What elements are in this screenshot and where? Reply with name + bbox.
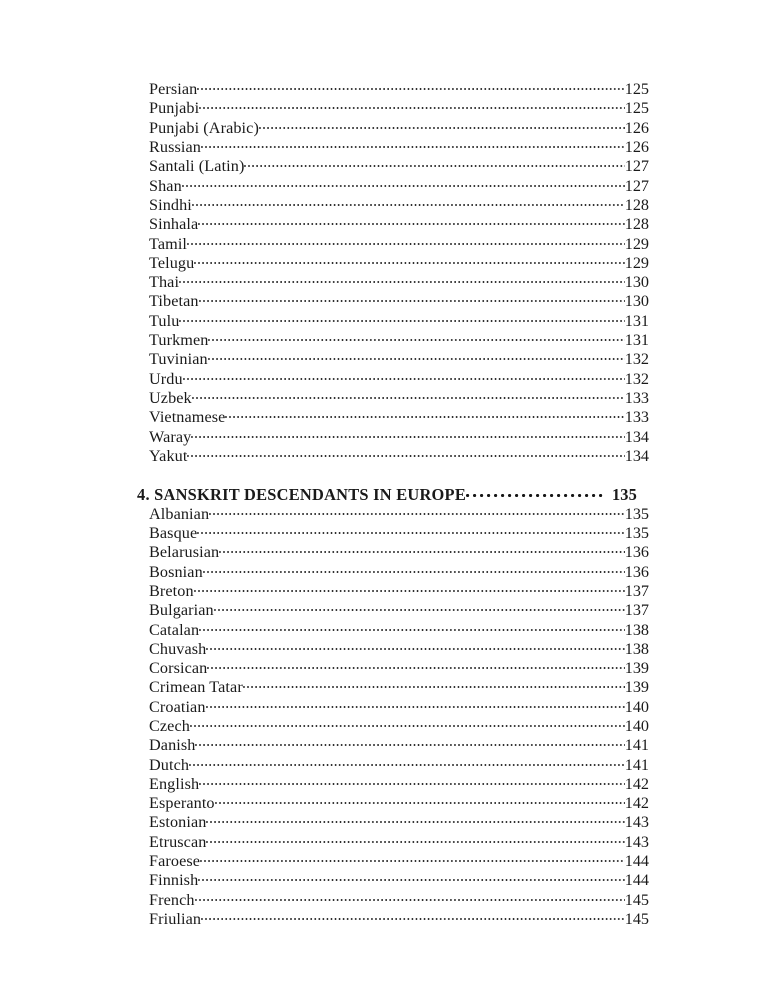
dot-leader [199, 618, 625, 634]
toc-entry-page-number: 135 [624, 504, 649, 523]
dot-leader [179, 310, 624, 326]
toc-entry-label: Tibetan [149, 292, 199, 311]
toc-entry-line[interactable] [137, 580, 649, 599]
dot-leader [194, 252, 624, 268]
toc-entry-line[interactable] [137, 174, 649, 193]
toc-entry-label: Dutch [149, 755, 190, 774]
toc-entry-label: Russian [149, 138, 201, 157]
toc-entry-label: Crimean Tatar [149, 678, 243, 697]
toc-entry-label: French [149, 890, 195, 909]
toc-entry-page-number: 136 [624, 543, 649, 562]
toc-entry-line[interactable] [137, 271, 649, 290]
toc-entry-line[interactable] [137, 348, 649, 367]
toc-entry-line[interactable] [137, 908, 649, 927]
dot-leader [192, 194, 625, 210]
toc-entry-label: Catalan [149, 620, 200, 639]
dot-leader [187, 232, 625, 248]
toc-entry-label: Belarusian [149, 543, 220, 562]
toc-entry-label: Turkmen [149, 331, 209, 350]
toc-entry-page-number: 139 [624, 678, 649, 697]
toc-entry-page-number: 125 [624, 80, 649, 99]
toc-entry-label: Shan [149, 176, 182, 195]
toc-entry-label: Santali (Latin) [149, 157, 245, 176]
toc-entry-label: Danish [149, 736, 196, 755]
toc-entry-page-number: 142 [624, 774, 649, 793]
toc-entry-page-number: 130 [624, 273, 649, 292]
dot-leader [198, 213, 624, 229]
toc-entry-line[interactable] [137, 78, 649, 97]
toc-entry-page-number: 126 [624, 118, 649, 137]
toc-entry-page-number: 137 [624, 581, 649, 600]
toc-entry-line[interactable] [137, 155, 649, 174]
toc-entry-line[interactable] [137, 445, 649, 464]
toc-entry-list [137, 78, 649, 928]
toc-entry-page-number: 130 [624, 292, 649, 311]
toc-entry-page-number: 144 [624, 871, 649, 890]
toc-entry-page-number: 145 [624, 909, 649, 928]
toc-entry-label: Yakut [149, 446, 188, 465]
toc-entry-line[interactable] [137, 232, 649, 251]
toc-entry-page-number: 141 [624, 736, 649, 755]
toc-entry-label: Albanian [149, 504, 210, 523]
toc-entry-line[interactable] [137, 753, 649, 772]
toc-entry-label: Persian [149, 80, 198, 99]
toc-entry-label: English [149, 774, 200, 793]
dot-leader [206, 831, 624, 847]
dot-leader [206, 638, 624, 654]
toc-entry-label: Bulgarian [149, 601, 214, 620]
dot-leader [201, 908, 625, 924]
toc-entry-line[interactable] [137, 310, 649, 329]
toc-entry-label: Telugu [149, 253, 195, 272]
toc-entry-page-number: 144 [624, 852, 649, 871]
toc-entry-label: Punjabi (Arabic) [149, 118, 259, 137]
toc-entry-line[interactable] [137, 831, 649, 850]
toc-entry-line[interactable] [137, 194, 649, 213]
toc-entry-page-number: 128 [624, 215, 649, 234]
toc-entry-label: Bosnian [149, 562, 203, 581]
toc-entry-line[interactable] [137, 136, 649, 155]
dot-leader [179, 271, 625, 287]
toc-entry-page-number: 136 [624, 562, 649, 581]
toc-entry-line[interactable] [137, 290, 649, 309]
dot-leader [199, 290, 625, 306]
toc-chapter-label: 4. SANSKRIT DESCENDANTS IN EUROPE [137, 484, 467, 504]
dot-leader [215, 792, 625, 808]
toc-entry-line[interactable] [137, 387, 649, 406]
dot-leader [208, 329, 624, 345]
toc-entry-page-number: 139 [624, 659, 649, 678]
toc-entry-page-number: 138 [624, 620, 649, 639]
dot-leader [219, 541, 624, 557]
dot-leader [208, 348, 625, 364]
dot-leader [206, 696, 625, 712]
toc-entry-line[interactable] [137, 367, 649, 386]
toc-chapter-page-number: 135 [611, 484, 637, 504]
dot-leader [187, 445, 624, 461]
toc-entry-page-number: 127 [624, 157, 649, 176]
toc-entry-label: Finnish [149, 871, 199, 890]
toc-entry-line[interactable] [137, 811, 649, 830]
dot-leader [201, 136, 625, 152]
dot-leader [189, 753, 625, 769]
toc-entry-label: Thai [149, 273, 180, 292]
dot-leader [195, 734, 624, 750]
toc-entry-line[interactable] [137, 117, 649, 136]
toc-entry-label: Etruscan [149, 832, 207, 851]
toc-entry-label: Friulian [149, 909, 202, 928]
toc-entry-page-number: 140 [624, 716, 649, 735]
toc-entry-page-number: 141 [624, 755, 649, 774]
dot-leader [191, 425, 624, 441]
toc-entry-label: Sinhala [149, 215, 199, 234]
toc-entry-line[interactable] [137, 425, 649, 444]
toc-entry-page-number: 132 [624, 369, 649, 388]
toc-entry-label: Sindhi [149, 195, 192, 214]
dot-leader [243, 676, 625, 692]
toc-entry-page-number: 125 [624, 99, 649, 118]
toc-entry-label: Punjabi [149, 99, 200, 118]
toc-entry-page-number: 142 [624, 794, 649, 813]
toc-entry-line[interactable] [137, 676, 649, 695]
dot-leader [198, 869, 624, 885]
toc-entry-page-number: 134 [624, 446, 649, 465]
toc-entry-page-number: 126 [624, 138, 649, 157]
dot-leader [190, 715, 625, 731]
dot-leader [192, 387, 625, 403]
dot-leader [197, 522, 624, 538]
dot-leader [195, 888, 625, 904]
toc-entry-label: Czech [149, 716, 190, 735]
toc-entry-line[interactable] [137, 97, 649, 116]
toc-entry-line[interactable] [137, 715, 649, 734]
dot-leader [194, 580, 625, 596]
toc-entry-label: Breton [149, 581, 194, 600]
dot-leader [182, 174, 625, 190]
dot-leader [466, 483, 605, 499]
toc-entry-line[interactable] [137, 696, 649, 715]
toc-entry-line[interactable] [137, 406, 649, 425]
toc-entry-label: Waray [149, 427, 192, 446]
toc-entry-label: Croatian [149, 697, 206, 716]
toc-entry-line[interactable] [137, 734, 649, 753]
toc-entry-line[interactable] [137, 773, 649, 792]
toc-entry-line[interactable] [137, 541, 649, 560]
toc-entry-label: Estonian [149, 813, 207, 832]
toc-entry-page-number: 134 [624, 427, 649, 446]
toc-entry-line[interactable] [137, 869, 649, 888]
toc-entry-page-number: 143 [624, 832, 649, 851]
toc-entry-label: Tulu [149, 311, 180, 330]
toc-entry-line[interactable] [137, 329, 649, 348]
toc-entry-line[interactable] [137, 850, 649, 869]
toc-entry-line[interactable] [137, 657, 649, 676]
toc-entry-page-number: 129 [624, 253, 649, 272]
toc-entry-page-number: 143 [624, 813, 649, 832]
toc-entry-page-number: 138 [624, 639, 649, 658]
toc-entry-label: Tamil [149, 234, 188, 253]
toc-entry-label: Esperanto [149, 794, 215, 813]
toc-entry-page-number: 135 [624, 524, 649, 543]
dot-leader [200, 850, 625, 866]
toc-entry-label: Uzbek [149, 388, 192, 407]
dot-leader [183, 367, 625, 383]
toc-entry-label: Chuvash [149, 639, 207, 658]
dot-leader [225, 406, 624, 422]
toc-entry-page-number: 133 [624, 408, 649, 427]
dot-leader [197, 78, 624, 94]
toc-entry-page-number: 131 [624, 311, 649, 330]
toc-entry-line[interactable] [137, 618, 649, 637]
toc-entry-page-number: 129 [624, 234, 649, 253]
toc-entry-label: Corsican [149, 659, 208, 678]
toc-entry-line[interactable] [137, 792, 649, 811]
toc-entry-page-number: 133 [624, 388, 649, 407]
dot-leader [259, 117, 625, 133]
toc-entry-label: Basque [149, 524, 198, 543]
toc-entry-label: Tuvinian [149, 350, 208, 369]
toc-entry-line[interactable] [137, 638, 649, 657]
toc-entry-line[interactable] [137, 888, 649, 907]
dot-leader [199, 773, 625, 789]
dot-leader [244, 155, 624, 171]
toc-entry-label: Vietnamese [149, 408, 226, 427]
toc-entry-label: Faroese [149, 852, 201, 871]
toc-entry-page-number: 128 [624, 195, 649, 214]
toc-chapter-line[interactable] [137, 483, 637, 502]
dot-leader [214, 599, 625, 615]
toc-entry-line[interactable] [137, 252, 649, 271]
toc-entry-line[interactable] [137, 560, 649, 579]
toc-entry-label: Urdu [149, 369, 183, 388]
dot-leader [206, 811, 624, 827]
toc-entry-page-number: 132 [624, 350, 649, 369]
toc-entry-page-number: 131 [624, 331, 649, 350]
dot-leader [207, 657, 624, 673]
toc-entry-page-number: 145 [624, 890, 649, 909]
toc-entry-page-number: 137 [624, 601, 649, 620]
toc-entry-page-number: 127 [624, 176, 649, 195]
toc-entry-line[interactable] [137, 599, 649, 618]
toc-entry-page-number: 140 [624, 697, 649, 716]
toc-entry-line[interactable] [137, 503, 649, 522]
dot-leader [199, 97, 625, 113]
toc-entry-line[interactable] [137, 522, 649, 541]
dot-leader [209, 503, 625, 519]
toc-entry-line[interactable] [137, 213, 649, 232]
dot-leader [203, 560, 625, 576]
